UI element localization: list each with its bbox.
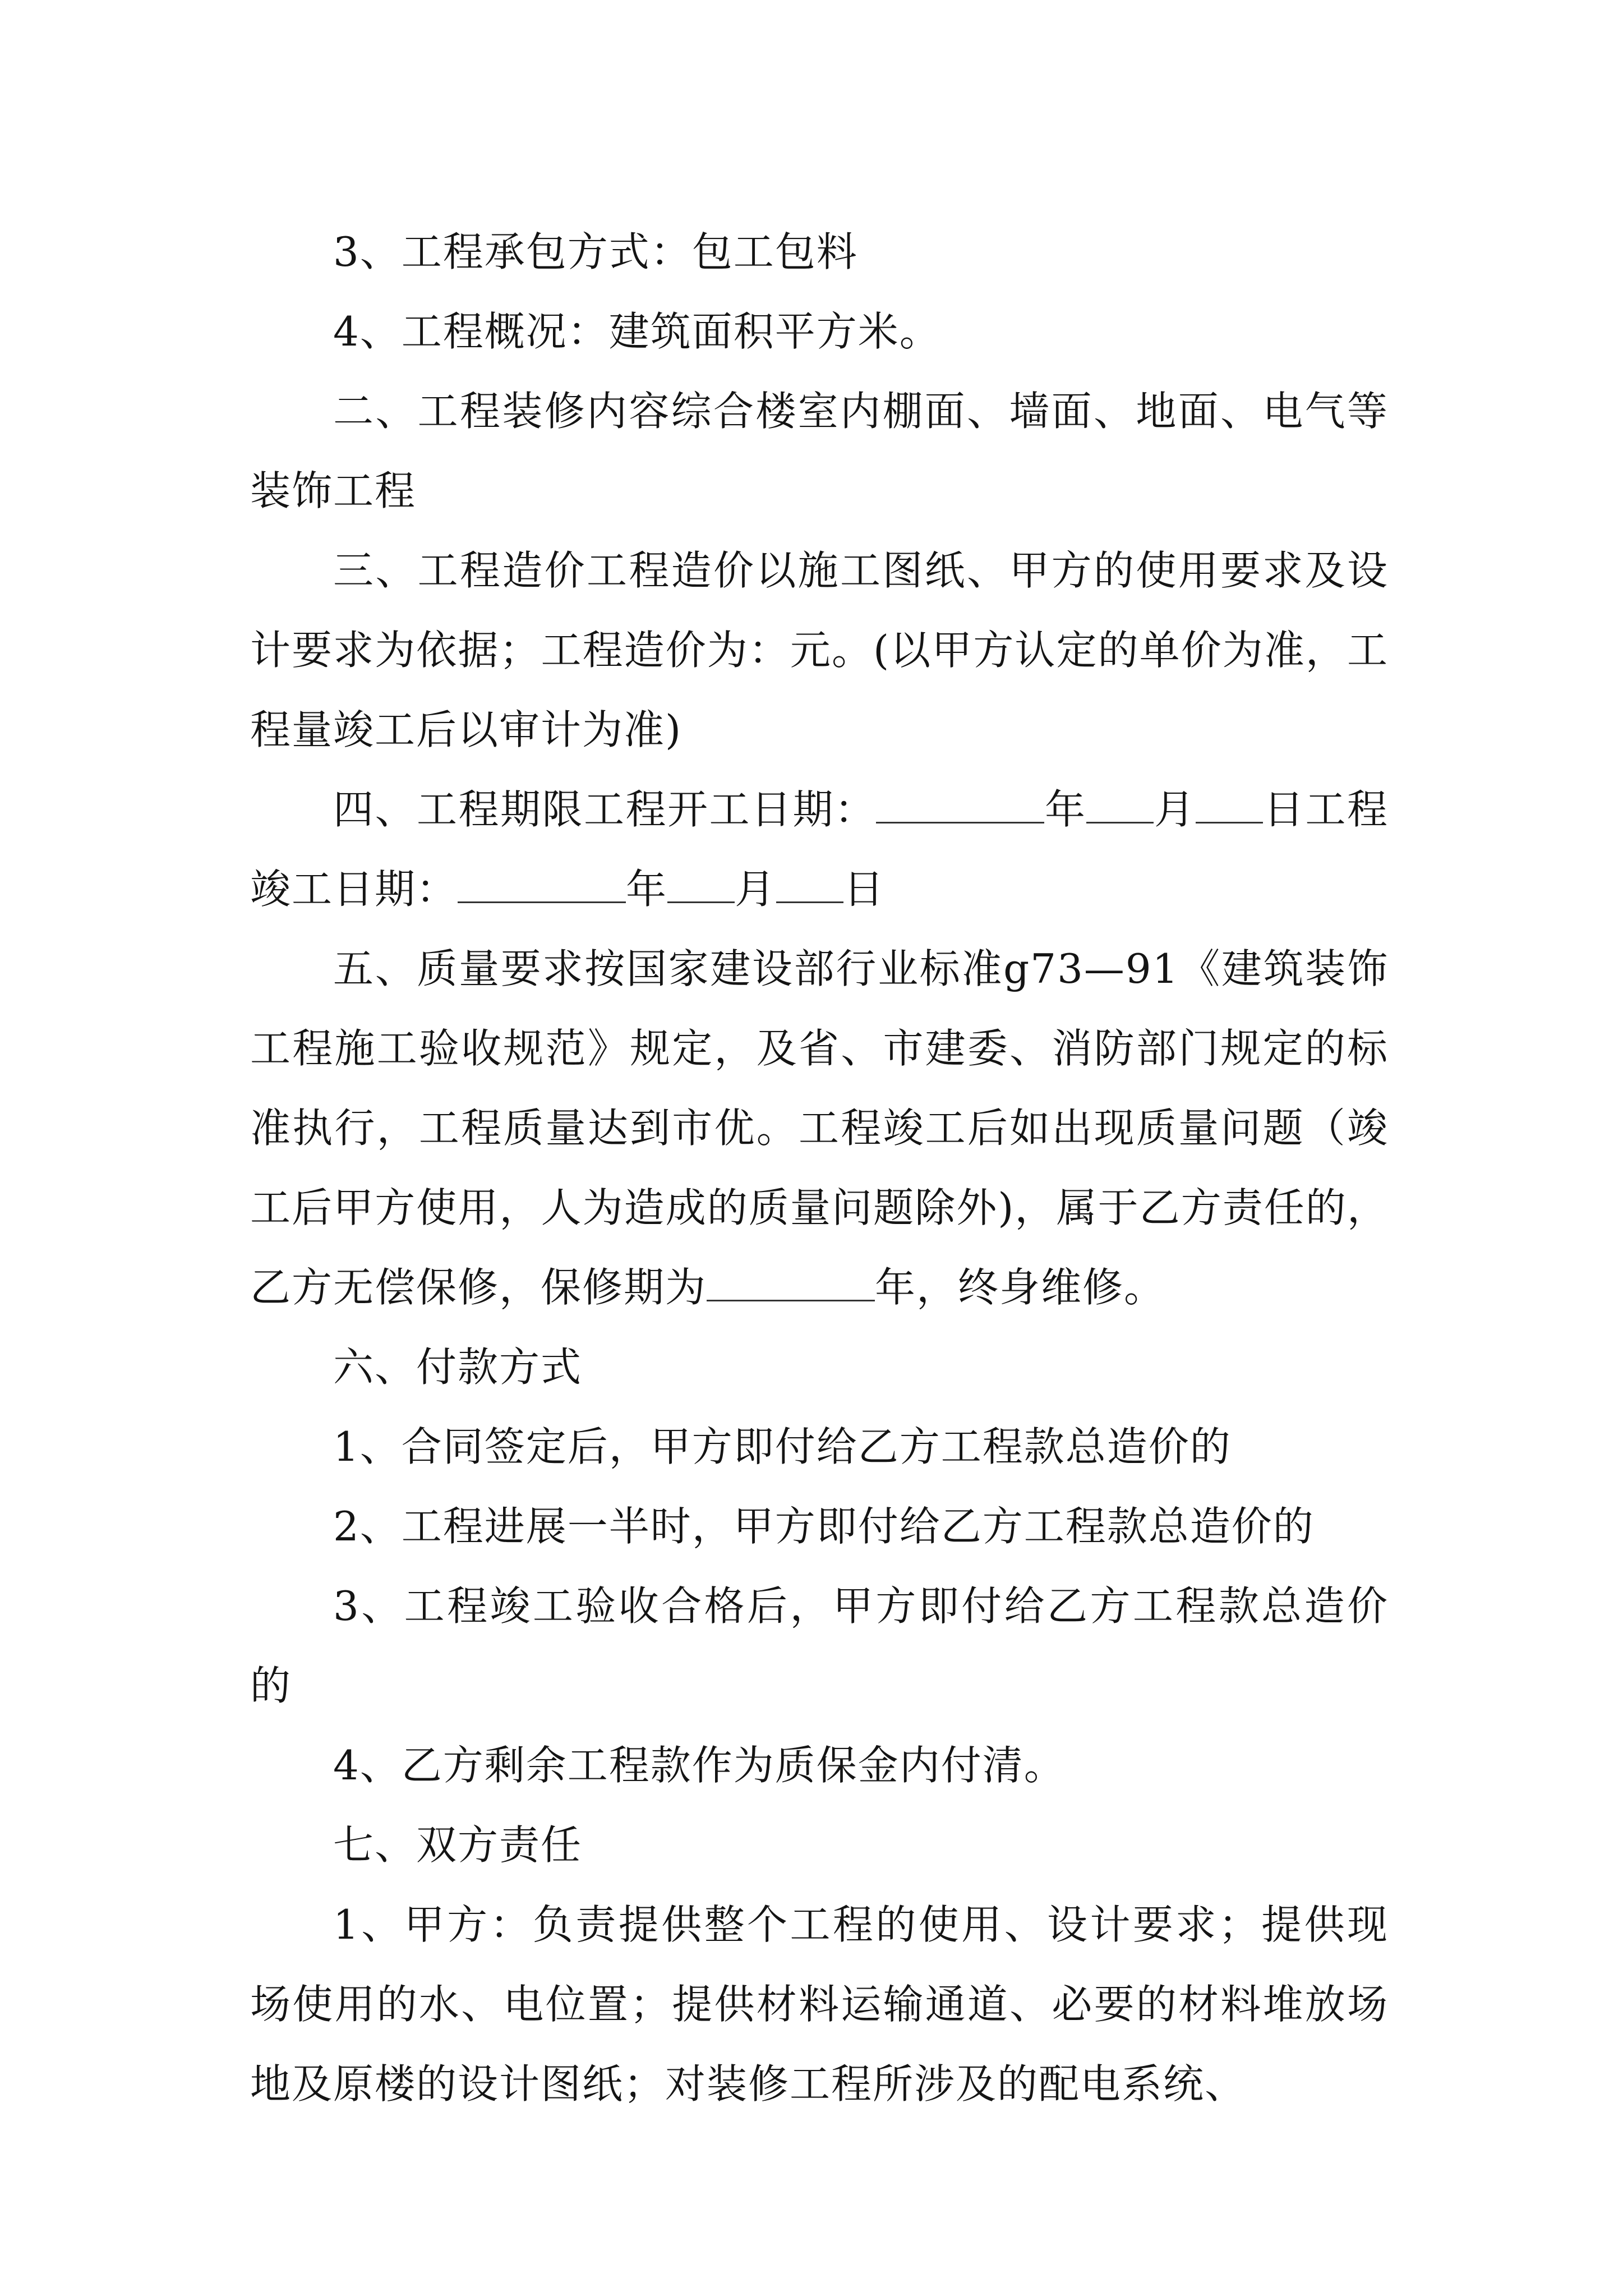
paragraph-project-cost: 三、工程造价工程造价以施工图纸、甲方的使用要求及设计要求为依据；工程造价为：元。(以甲方认定的单价为准，工程量竣工后以审计为准) [250,547,1389,753]
paragraph-project-overview: 4、工程概况：建筑面积平方米。 [333,308,941,355]
paragraph-payment-4: 4、乙方剩余工程款作为质保金内付清。 [333,1742,1066,1789]
paragraph-payment-heading: 六、付款方式 [333,1343,583,1391]
paragraph-quality-requirements [250,929,1389,1327]
paragraph-party-a-duties: 1、甲方：负责提供整个工程的使用、设计要求；提供现场使用的水、电位置；提供材料运输通道、必要的材料堆放场地及原楼的设计图纸；对装修工程所涉及的配电系统、 [250,1901,1389,2108]
warranty-years-blank [707,1266,875,1301]
quality-text: 五、质量要求按国家建设部行业标准g73—91《建筑装饰工程施工验收规范》规定，及省、市建委、消防部门规定的标准执行，工程质量达到市优。工程竣工后如出现质量问题（竣工后甲方使用，人为造成的质量问题除外)，属于乙方责任的，乙方无偿保修，保修期为 [250,945,1389,1311]
paragraph-responsibilities-heading: 七、双方责任 [333,1821,583,1869]
end-day-unit: 日 [843,866,886,913]
start-day-unit: 日 [1263,786,1306,833]
end-month-unit: 月 [735,866,777,913]
start-month-unit: 月 [1154,786,1196,833]
paragraph-payment-2: 2、工程进展一半时，甲方即付给乙方工程款总造价的 [333,1503,1315,1550]
paragraph-project-period [250,770,1389,929]
start-date-label: 四、工程期限工程开工日期： [333,786,877,833]
start-year-blank [876,788,1044,823]
paragraph-payment-1: 1、合同签定后，甲方即付给乙方工程款总造价的 [333,1423,1232,1470]
end-date-label: 工程竣工日期： [250,786,1389,913]
end-year-blank [458,868,626,903]
quality-text-end: 年，终身维修。 [875,1264,1166,1311]
start-year-unit: 年 [1044,786,1087,833]
end-month-blank [667,868,735,903]
end-day-blank [776,868,843,903]
paragraph-payment-3: 3、工程竣工验收合格后，甲方即付给乙方工程款总造价的 [250,1582,1389,1709]
paragraph-contract-method: 3、工程承包方式：包工包料 [333,228,858,275]
paragraph-decoration-scope: 二、工程装修内容综合楼室内棚面、墙面、地面、电气等装饰工程 [250,388,1389,514]
start-month-blank [1086,788,1154,823]
start-day-blank [1196,788,1263,823]
document-body [250,212,1389,2124]
end-year-unit: 年 [626,866,668,913]
